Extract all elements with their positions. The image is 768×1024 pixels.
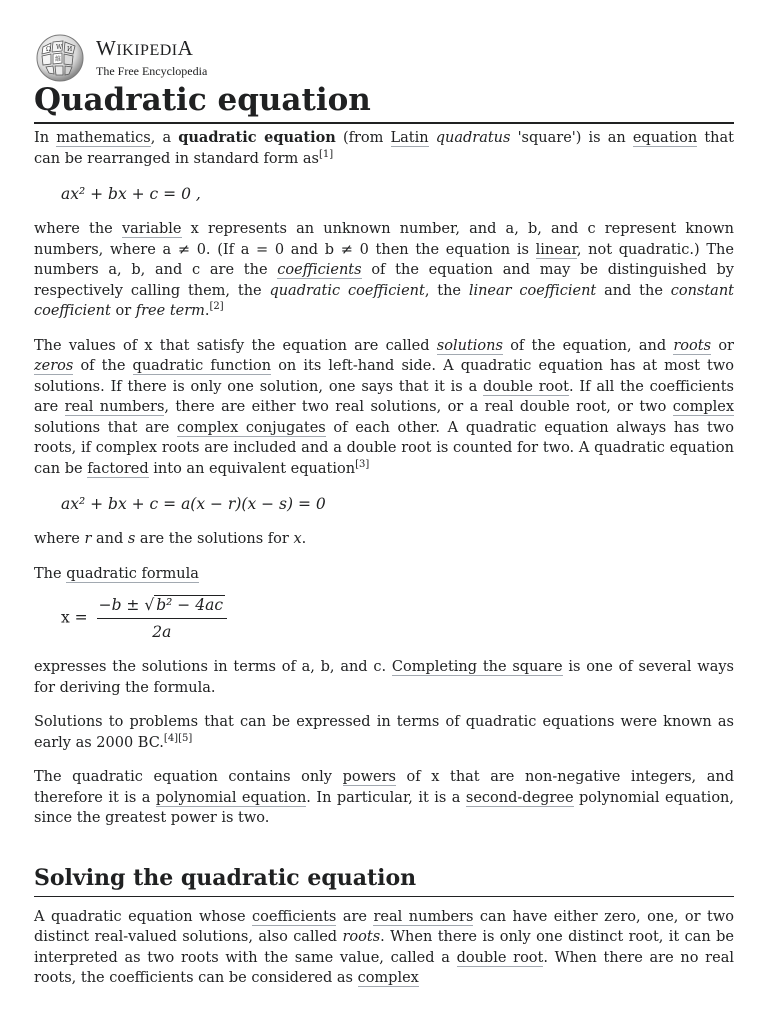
intro-paragraph: In mathematics, a quadratic equation (from Latin quadratus 'square') is an equation that can be rearranged in standard form as[1] bbox=[34, 129, 734, 167]
link-completing-the-square[interactable]: Completing the square bbox=[391, 659, 563, 675]
formula-lhs: x = bbox=[61, 608, 88, 627]
formula-denominator: 2a bbox=[152, 623, 172, 641]
link-polynomial-equation[interactable]: polynomial equation bbox=[155, 789, 307, 806]
link-second-degree[interactable]: second-degree bbox=[465, 789, 574, 806]
wikipedia-globe-icon[interactable] bbox=[33, 33, 89, 83]
link-double-root[interactable]: double root bbox=[483, 378, 569, 395]
svg-text:維: 維 bbox=[55, 56, 62, 63]
svg-text:И: И bbox=[67, 46, 73, 53]
equation-standard-form: ax² + bx + c = 0 , bbox=[61, 185, 201, 203]
reference-3[interactable]: [3] bbox=[355, 458, 370, 470]
latin-word: quadratus bbox=[435, 130, 511, 146]
paragraph-polynomial: The quadratic equation contains only powers of x that are non-negative integers, and therefore it is a polynomial equation. In particular, it is a second-degree polynomial equation, since the greatest power is two. bbox=[34, 769, 735, 826]
paragraph-completing-square: expresses the solutions in terms of a, b, and c. Completing the square is one of several ways for deriving the formula. bbox=[34, 659, 734, 696]
link-zeros[interactable]: zeros bbox=[34, 358, 74, 374]
link-roots[interactable]: roots bbox=[673, 337, 712, 354]
link-complex-2[interactable]: complex bbox=[357, 970, 419, 986]
link-equation[interactable]: equation bbox=[632, 130, 698, 146]
link-quadratic-function[interactable]: quadratic function bbox=[132, 358, 272, 374]
reference-5[interactable]: [5] bbox=[178, 732, 193, 744]
reference-1[interactable]: [1] bbox=[319, 148, 334, 160]
paragraph-roots-r-s: where r and s are the solutions for x. bbox=[34, 531, 307, 547]
paragraph-variables: where the variable x represents an unknown number, and a, b, and c represent known numbers, where a ≠ 0. (If a = 0 and b ≠ 0 then the equation is linear, not quadratic.) The numbers a, b, and c are the coefficients of the equation and may be distinguished by respectively calling them, the quadratic coefficient, the linear coefficient and the constant coefficient or free term.[2] bbox=[34, 221, 735, 319]
equation-factored-form: ax² + bx + c = a(x − r)(x − s) = 0 bbox=[61, 495, 326, 513]
link-coefficients[interactable]: coefficients bbox=[277, 262, 362, 278]
link-latin[interactable]: Latin bbox=[390, 130, 429, 146]
link-solutions[interactable]: solutions bbox=[436, 337, 503, 354]
wikipedia-wordmark: WIKIPEDIA bbox=[96, 36, 194, 60]
formula-fraction bbox=[97, 594, 227, 643]
svg-text:Ω: Ω bbox=[46, 46, 51, 53]
link-variable[interactable]: variable bbox=[121, 221, 182, 237]
link-complex-conjugates[interactable]: complex conjugates bbox=[176, 419, 326, 436]
link-factored[interactable]: factored bbox=[87, 460, 149, 477]
link-coefficients-2[interactable]: coefficients bbox=[252, 908, 337, 925]
formula-radicand: b² − 4ac bbox=[156, 596, 223, 614]
reference-4[interactable]: [4] bbox=[163, 732, 179, 744]
link-mathematics[interactable]: mathematics bbox=[56, 130, 151, 146]
paragraph-solving: A quadratic equation whose coefficients are real numbers can have either zero, one, or two distinct real-valued solutions, also called roots. When there is only one distinct root, it can be interpreted as two roots with the same value, called a double root. When there are no real roots, the coefficients can be considered as complex bbox=[34, 908, 734, 986]
page-title: Quadratic equation bbox=[34, 80, 734, 124]
link-linear[interactable]: linear bbox=[535, 241, 577, 258]
svg-text:W: W bbox=[56, 44, 63, 51]
link-complex[interactable]: complex bbox=[672, 399, 734, 415]
paragraph-history: Solutions to problems that can be expressed in terms of quadratic equations were known as early as 2000 BC.[4][5] bbox=[34, 714, 734, 751]
paragraph-solutions: The values of x that satisfy the equation are called solutions of the equation, and roots or zeros of the quadratic function on its left-hand side. A quadratic equation has at most two solutions. If there is only one solution, one says that it is a double root. If all the coefficients are real numbers, there are either two real solutions, or a real double root, or two complex solutions that are complex conjugates of each other. A quadratic equation always has two roots, if complex roots are included and a double root is counted for two. A quadratic equation can be factored into an equivalent equation[3] bbox=[34, 337, 735, 477]
link-quadratic-formula[interactable]: quadratic formula bbox=[66, 565, 199, 582]
link-double-root-2[interactable]: double root bbox=[456, 949, 544, 966]
formula-numerator: −b ± √ b² − 4ac bbox=[97, 594, 227, 619]
paragraph-formula-intro: The quadratic formula bbox=[34, 565, 199, 582]
quadratic-formula bbox=[34, 594, 734, 643]
bold-term: quadratic equation bbox=[178, 129, 336, 146]
article-body bbox=[34, 128, 734, 1003]
link-powers[interactable]: powers bbox=[342, 769, 396, 785]
link-real-numbers[interactable]: real numbers bbox=[64, 399, 165, 415]
wikipedia-brand[interactable] bbox=[96, 37, 207, 78]
link-real-numbers-2[interactable]: real numbers bbox=[373, 908, 474, 925]
reference-2[interactable]: [2] bbox=[209, 301, 224, 312]
section-heading-solving: Solving the quadratic equation bbox=[34, 863, 734, 897]
wikipedia-tagline: The Free Encyclopedia bbox=[96, 64, 208, 78]
